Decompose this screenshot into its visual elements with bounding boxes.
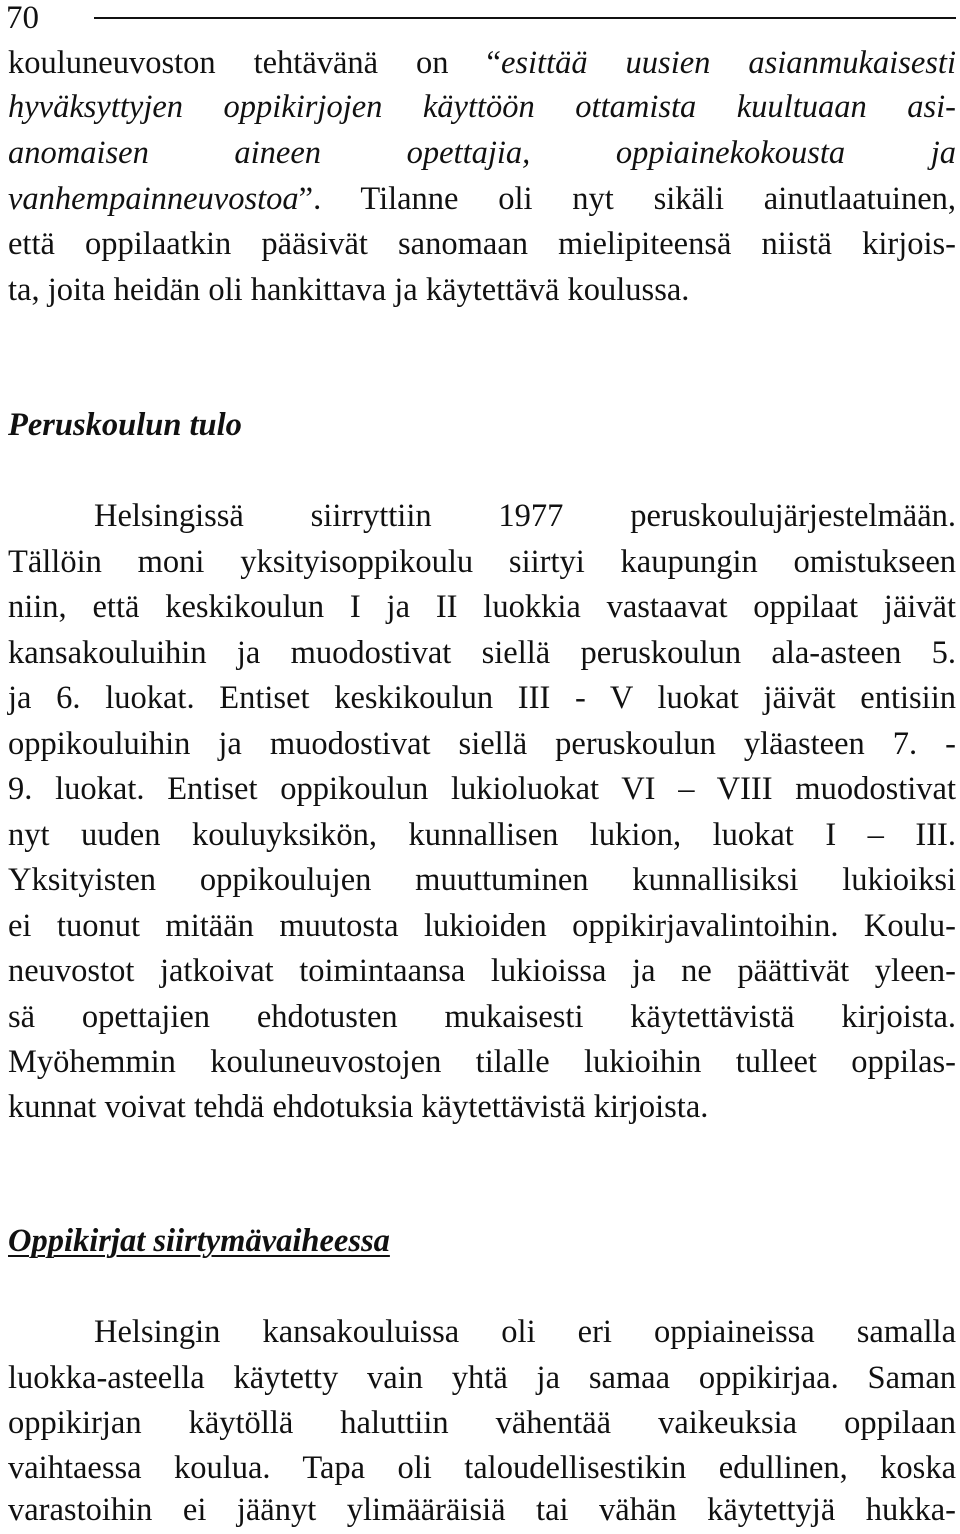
text-line: ei tuonut mitään muutosta lukioiden oppikirjavalintoihin. Koulu-	[8, 908, 956, 944]
section-heading: Oppikirjat siirtymävaiheessa	[8, 1223, 390, 1259]
text-plain: kouluneuvoston tehtävänä on “	[8, 45, 501, 81]
text-line: Helsingissä siirryttiin 1977 peruskoulujärjestelmään.	[94, 498, 956, 534]
header-rule	[94, 17, 956, 19]
section-heading: Peruskoulun tulo	[8, 407, 242, 443]
page-number: 70	[6, 0, 39, 36]
text-line: Tällöin moni yksityisoppikoulu siirtyi kaupungin omistukseen	[8, 544, 956, 580]
text-quote: esittää uusien asianmukaisesti	[500, 45, 956, 81]
text-line: vaihtaessa koulua. Tapa oli taloudellisestikin edullinen, koska	[8, 1450, 956, 1486]
text-line: ja 6. luokat. Entiset keskikoulun III - V luokat jäivät entisiin	[8, 680, 956, 716]
page-header	[0, 0, 960, 36]
text-line	[8, 41, 956, 85]
text-line: varastoihin ei jäänyt ylimääräisiä tai vähän käytettyjä hukka-	[8, 1492, 956, 1528]
text-line: kunnat voivat tehdä ehdotuksia käytettävistä kirjoista.	[8, 1089, 709, 1125]
text-line: luokka-asteella käytetty vain yhtä ja samaa oppikirjaa. Saman	[8, 1360, 956, 1396]
text-quote: hyväksyttyjen oppikirjojen käyttöön ottamista kuultuaan asi-	[8, 89, 956, 125]
text-line	[8, 85, 956, 129]
text-line: kansakouluihin ja muodostivat siellä peruskoulun ala-asteen 5.	[8, 635, 956, 671]
text-line	[8, 177, 956, 221]
text-line: ta, joita heidän oli hankittava ja käytettävä koulussa.	[8, 272, 690, 308]
text-line: Yksityisten oppikoulujen muuttuminen kunnallisiksi lukioiksi	[8, 862, 956, 898]
text-line: Myöhemmin kouluneuvostojen tilalle lukioihin tulleet oppilas-	[8, 1044, 956, 1080]
text-line: 9. luokat. Entiset oppikoulun lukioluokat VI – VIII muodostivat	[8, 771, 956, 807]
text-line: nyt uuden kouluyksikön, kunnallisen lukion, luokat I – III.	[8, 817, 956, 853]
text-quote: anomaisen aineen opettajia, oppiainekokousta ja	[8, 135, 956, 171]
text-quote: vanhempainneuvostoa	[8, 181, 299, 217]
text-plain: ”. Tilanne oli nyt sikäli ainutlaatuinen,	[298, 181, 956, 217]
text-line: että oppilaatkin pääsivät sanomaan mielipiteensä niistä kirjois-	[8, 226, 956, 262]
text-line: niin, että keskikoulun I ja II luokkia vastaavat oppilaat jäivät	[8, 589, 956, 625]
text-line: neuvostot jatkoivat toimintaansa lukioissa ja ne päättivät yleen-	[8, 953, 956, 989]
text-line: oppikirjan käytöllä haluttiin vähentää vaikeuksia oppilaan	[8, 1405, 956, 1441]
text-line	[8, 131, 956, 175]
text-line: Helsingin kansakouluissa oli eri oppiaineissa samalla	[94, 1314, 956, 1350]
text-line: sä opettajien ehdotusten mukaisesti käytettävistä kirjoista.	[8, 999, 956, 1035]
text-line: oppikouluihin ja muodostivat siellä peruskoulun yläasteen 7. -	[8, 726, 956, 762]
